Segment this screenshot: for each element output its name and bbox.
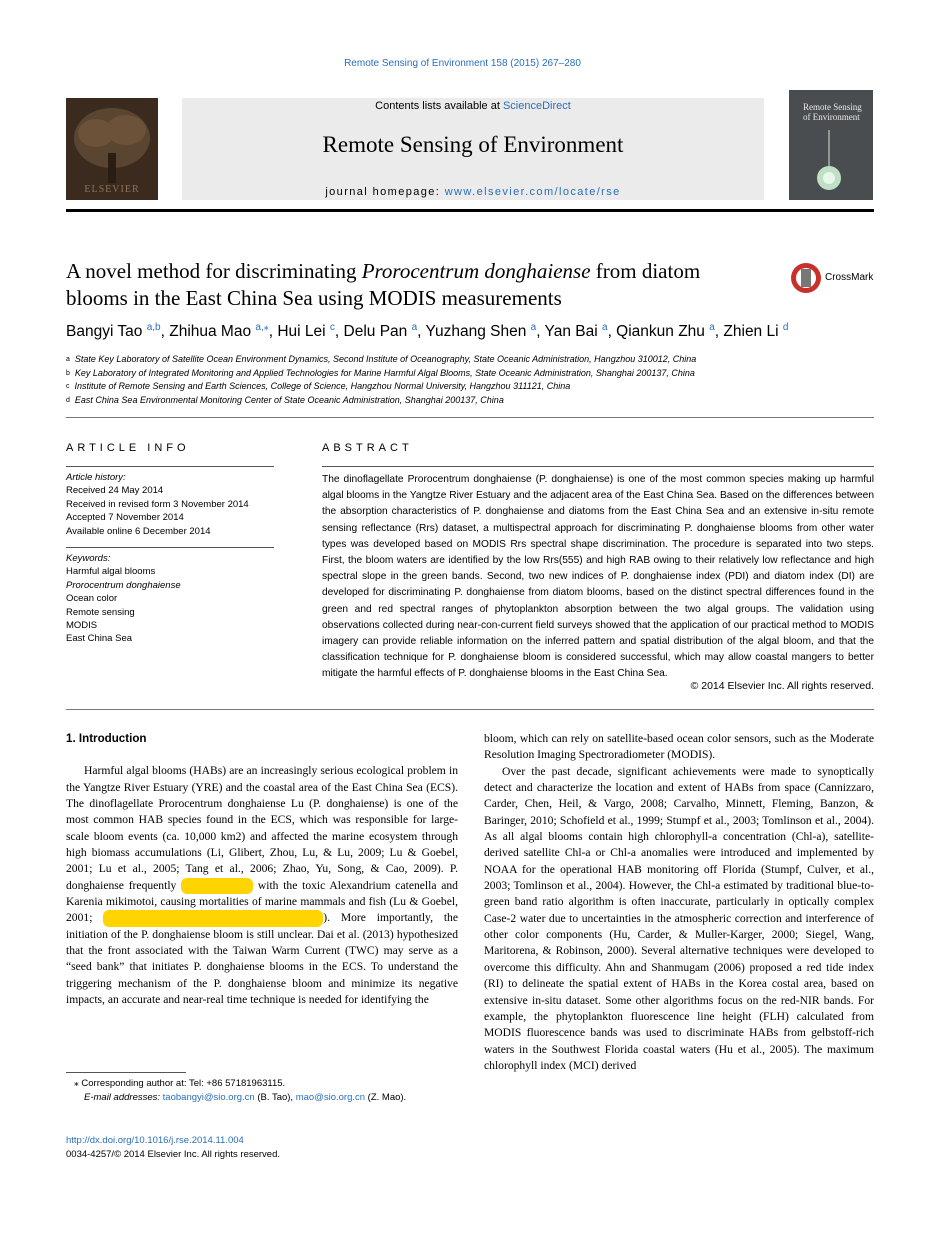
journal-reference[interactable]: Remote Sensing of Environment 158 (2015) 267–280 bbox=[344, 58, 581, 69]
keywords: Keywords: Harmful algal blooms Prorocentrum donghaiense Ocean color Remote sensing MODIS East China Sea bbox=[66, 553, 181, 645]
paragraph: Harmful algal blooms (HABs) are an increasingly serious ecological problem in the Yangtze River Estuary (YRE) and the coastal area of the East China Sea (ECS). The dinoflagellate Prorocentrum donghaiense Lu (P. donghaiense) is one of the most common HAB species found in the ECS, which was responsible for large-scale bloom events (ca. 10,000 km2) and affected the marine ecosystem through high biomass accumulations (Li, Glibert, Zhou, Lu, & Lu, 2009; Lu & Goebel, 2001; Lu et al., 2005; Tang et al., 2006; Zhao, Yu, Song, & Cao, 2009). P. donghaiense frequently with the toxic Alexandrium catenella and Karenia mikimotoi, causing mortalities of marine mammals and fish (Lu & Goebel, 2001; ). More importantly, the initiation of the P. donghaiense bloom is still unclear. Dai et al. (2013) hypothesized that the front associated with the Taiwan Warm Current (TWC) may serve as a “seed bank” that initiates P. donghaiense blooms in the ECS. To understand the triggering mechanism of the P. donghaiense bloom and minimize its negative impacts, an accurate and near-real time technique is needed for identifying the bbox=[66, 764, 458, 1007]
crossmark-label: CrossMark bbox=[825, 272, 874, 283]
email-link[interactable]: mao@sio.org.cn bbox=[295, 1091, 366, 1103]
author-list bbox=[66, 322, 886, 341]
affiliation: $^c$ Institute of Remote Sensing and Earth Sciences, College of Science, Hangzhou Normal University, Hangzhou 311121, China bbox=[66, 381, 571, 391]
info-rule bbox=[66, 466, 274, 467]
affil-rule bbox=[66, 417, 874, 418]
crossmark-icon bbox=[790, 262, 822, 294]
journal-cover bbox=[789, 90, 873, 200]
author: , Qiankun Zhu $^a$ bbox=[607, 322, 715, 341]
article-info-heading: ARTICLE INFO bbox=[66, 442, 190, 454]
sciencedirect-link[interactable]: ScienceDirect bbox=[502, 100, 571, 112]
highlight-redaction bbox=[103, 910, 323, 926]
doi-block: http://dx.doi.org/10.1016/j.rse.2014.11.004 0034-4257/© 2014 Elsevier Inc. All rights reserved. bbox=[66, 1134, 466, 1161]
intro-left-column bbox=[66, 731, 458, 1009]
footnote-rule bbox=[66, 1072, 186, 1073]
email-link[interactable]: taobangyi@sio.org.cn bbox=[162, 1091, 255, 1103]
article-title: A novel method for discriminating Prorocentrum donghaiense from diatom blooms in the East China Sea using MODIS measurements bbox=[66, 259, 701, 310]
author: Bangyi Tao $^{a,b}$ bbox=[66, 322, 161, 341]
abstract-text: The dinoflagellate Prorocentrum donghaiense (P. donghaiense) is one of the most common species making up harmful algal blooms in the Yangtze River Estuary and the adjacent area of the East China Sea. Based on the differences between the absorption characteristics of P. donghaiense and diatoms from the East China Sea and an extensive in-situ remote sensing reflectance (Rrs) dataset, a multispectral approach for discriminating P. donghaiense blooms from other water types was developed based on MODIS Rrs spectral shape discrimination. The procedure is separated into two steps. First, the bloom waters are identified by the low Rrs(555) and high RAB owing to their relatively low reflectance and high spectral slope in the green bands. Second, two new indices of P. donghaiense index (PDI) and diatom index (DI) are developed for discriminating P. donghaiense from diatom blooms, based on the distinct spectral differences found in the green and red spectral ranges of phytoplankton absorption between the two algal groups. The validation using observations collected during near-con-current field surveys showed that the application of our practical method to MODIS imagery can provide reliable information on the inferred pattern and spatial distribution of the algal bloom, and that the classification technique for P. donghaiense bloom is considered successful, which may allow coastal mangers to better mitigate the harmful effects of P. donghaiense blooms in the East China Sea. bbox=[322, 474, 874, 680]
contents-line: Contents lists available at ScienceDirect bbox=[375, 100, 571, 112]
homepage-link[interactable]: www.elsevier.com/locate/rse bbox=[444, 186, 621, 198]
journal-homepage: journal homepage: www.elsevier.com/locate/rse bbox=[325, 186, 621, 198]
cover-title: Remote Sensing of Environment bbox=[803, 102, 862, 122]
author: , Hui Lei $^c$ bbox=[268, 322, 335, 341]
affiliation: $^b$ Key Laboratory of Integrated Monitoring and Applied Technologies for Marine Harmful Algal Blooms, State Oceanic Administration, Shanghai 200137, China bbox=[66, 367, 695, 378]
footnotes: ⁎ Corresponding author at: Tel: +86 57181963115. E-mail addresses: taobangyi@sio.org.cn (B. Tao), mao@sio.org.cn (Z. Mao). bbox=[74, 1078, 407, 1103]
abstract-copyright: © 2014 Elsevier Inc. All rights reserved. bbox=[690, 680, 874, 692]
paragraph: Over the past decade, significant achievements were made to synoptically detect and characterize the location and extent of HABs from space (Cannizzaro, Carder, Chen, Heil, & Vargo, 2008; Carvalho, Minnett, Fleming, Banzon, & Baringer, 2010; Schofield et al., 1999; Stumpf et al., 2003; Tomlinson et al., 2004). As all algal blooms contain high chlorophyll-a concentration (Chl-a), satellite-derived satellite Chl-a or Chl-a anomalies were introduced and implemented by NOAA for the operational HAB monitoring off Florida (Stumpf, Culver, et al., 2003; Tomlinson et al., 2004). However, the Chl-a estimated by traditional blue-to-green band ratio algorithm is often inaccurate, particularly in optically complex Case-2 water due to uncertainties in the atmospheric correction and interference of other color components (Hu, Carder, & Muller-Karger, 2000; Siegel, Wang, Maritorena, & Robinson, 2000). Several alternative techniques were developed to overcome this difficulty. Ahn and Shanmugam (2006) proposed a red tide index (RI) to delineate the spatial extent of HABs in the Korea costal area, based on extensive in-situ dataset. Some other algorithms focus on the red-NIR bands. For example, the phytoplankton fluorescence line height (FLH) calculated from MODIS fluorescence bands was used to discriminate HABs from gelbstoff-rich waters in the Southwest Florida coastal waters (Hu et al., 2005). The maximum chlorophyll index (MCI) derived bbox=[484, 764, 874, 1072]
highlight-redaction bbox=[181, 878, 253, 894]
affiliation: $^d$ East China Sea Environmental Monitoring Center of State Oceanic Administration, Shanghai 200137, China bbox=[66, 394, 504, 405]
cover-illustration bbox=[789, 130, 873, 200]
author: , Zhihua Mao $^{a,⁎}$ bbox=[160, 322, 269, 341]
article-history: Article history: Received 24 May 2014 Received in revised form 3 November 2014 Accepted 7 November 2014 Available online 6 December 2014 bbox=[66, 472, 249, 537]
author: , Delu Pan $^a$ bbox=[334, 322, 418, 341]
paragraph: bloom, which can rely on satellite-based ocean color sensors, such as the Moderate Resolution Imaging Spectroradiometer (MODIS). bbox=[484, 732, 874, 762]
abstract-rule bbox=[322, 466, 874, 467]
elsevier-logo bbox=[66, 98, 158, 200]
affiliations bbox=[66, 353, 866, 407]
section-heading: 1. Introduction bbox=[66, 732, 147, 745]
author: , Yan Bai $^a$ bbox=[536, 322, 608, 341]
header-rule bbox=[66, 209, 874, 212]
publisher-name: ELSEVIER bbox=[84, 184, 140, 195]
abstract-bottom-rule bbox=[66, 709, 874, 710]
doi-link[interactable]: http://dx.doi.org/10.1016/j.rse.2014.11.004 bbox=[66, 1135, 244, 1146]
author: , Zhien Li $^d$ bbox=[714, 322, 789, 341]
author: , Yuzhang Shen $^a$ bbox=[417, 322, 537, 341]
journal-title: Remote Sensing of Environment bbox=[322, 132, 624, 157]
abstract-heading: ABSTRACT bbox=[322, 442, 413, 454]
crossmark-badge[interactable] bbox=[790, 262, 880, 294]
intro-right-column bbox=[484, 731, 874, 1074]
affiliation: $^a$ State Key Laboratory of Satellite Ocean Environment Dynamics, Second Institute of Oceanography, State Oceanic Administration, Hangzhou 310012, China bbox=[66, 354, 697, 364]
keywords-rule bbox=[66, 547, 274, 548]
